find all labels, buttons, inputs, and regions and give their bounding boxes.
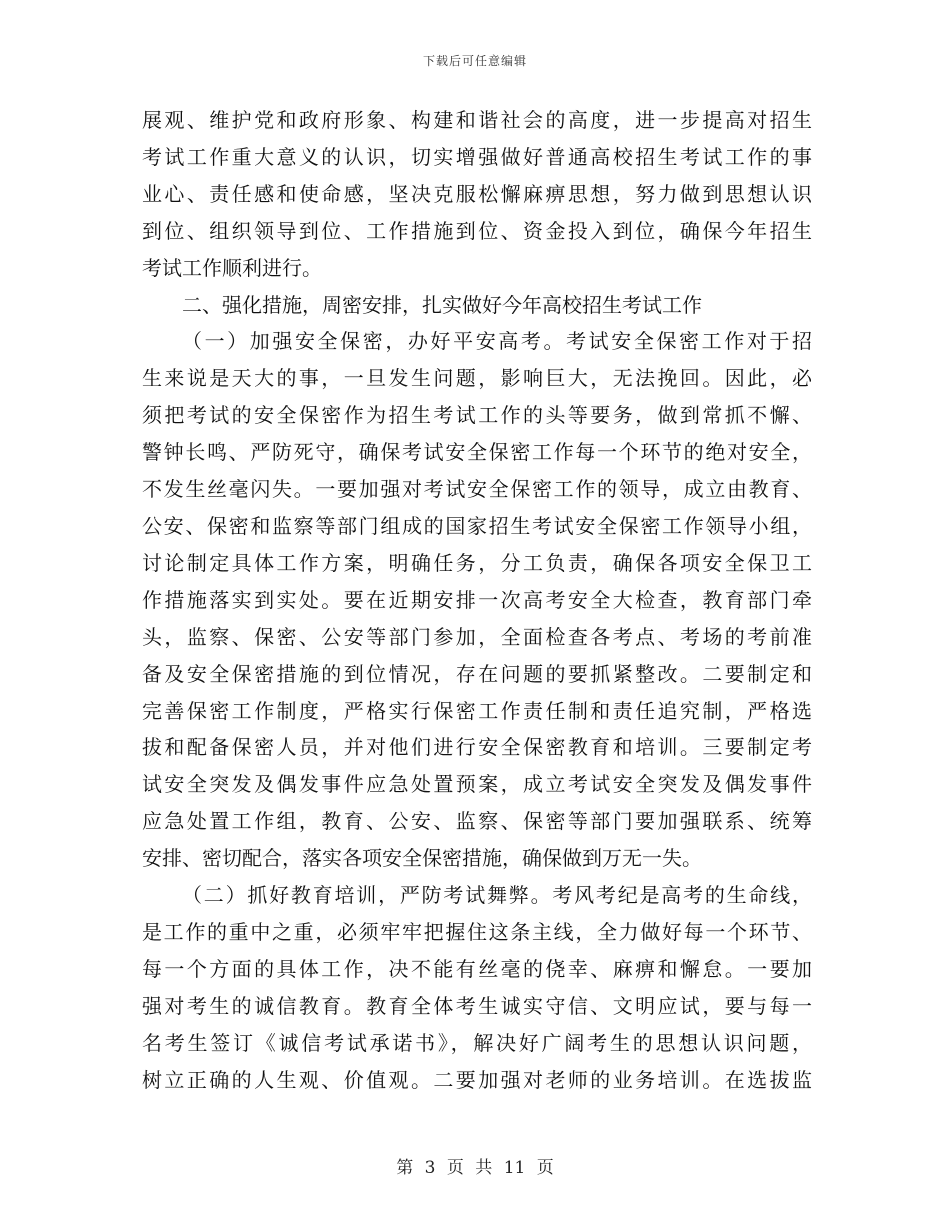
text-line: 警钟长鸣、严防死守，确保考试安全保密工作每一个环节的绝对安全， (142, 440, 812, 465)
text-line: 不发生丝毫闪失。一要加强对考试安全保密工作的领导，成立由教育、 (142, 477, 812, 502)
text-line: 须把考试的安全保密作为招生考试工作的头等要务，做到常抓不懈、 (142, 403, 812, 428)
text-line: 树立正确的人生观、价值观。二要加强对老师的业务培训。在选拔监 (142, 1067, 812, 1092)
section-heading (142, 287, 812, 324)
text-line: 考试工作顺利进行。 (142, 255, 322, 280)
text-line: 每一个方面的具体工作，决不能有丝毫的侥幸、麻痹和懈怠。一要加 (142, 956, 812, 981)
text-line: 应急处置工作组，教育、公安、监察、保密等部门要加强联系、统筹 (142, 809, 812, 834)
heading-line: 二、强化措施，周密安排，扎实做好今年高校招生考试工作 (182, 292, 702, 317)
text-line: 作措施落实到实处。要在近期安排一次高考安全大检查，教育部门牵 (142, 587, 812, 612)
text-line: 强对考生的诚信教育。教育全体考生诚实守信、文明应试，要与每一 (142, 993, 812, 1018)
text-line: 讨论制定具体工作方案，明确任务，分工负责，确保各项安全保卫工 (142, 550, 812, 575)
text-line: 是工作的重中之重，必须牢牢把握住这条主线，全力做好每一个环节、 (142, 919, 812, 944)
text-line: 备及安全保密措施的到位情况，存在问题的要抓紧整改。二要制定和 (142, 661, 812, 686)
paragraph-1 (142, 102, 812, 287)
text-line: （一）加强安全保密，办好平安高考。考试安全保密工作对于招 (182, 329, 812, 354)
paragraph-3 (142, 877, 812, 1098)
text-line: 生来说是天大的事，一旦发生问题，影响巨大，无法挽回。因此，必 (142, 366, 812, 391)
text-line: 展观、维护党和政府形象、构建和谐社会的高度，进一步提高对招生 (142, 108, 812, 132)
text-line: 安排、密切配合，落实各项安全保密措施，确保做到万无一失。 (142, 846, 702, 871)
paragraph-2 (142, 323, 812, 877)
document-body (142, 102, 812, 1098)
page-header: 下载后可任意编辑 (422, 54, 527, 68)
text-line: 业心、责任感和使命感，坚决克服松懈麻痹思想，努力做到思想认识 (142, 181, 812, 206)
text-line: 拔和配备保密人员，并对他们进行安全保密教育和培训。三要制定考 (142, 735, 812, 760)
page-number-footer: 第 3 页 共 11 页 (396, 1158, 554, 1178)
text-line: 名考生签订《诚信考试承诺书》，解决好广阔考生的思想认识问题， (142, 1030, 812, 1055)
text-line: 头，监察、保密、公安等部门参加，全面检查各考点、考场的考前准 (142, 624, 812, 649)
text-line: 完善保密工作制度，严格实行保密工作责任制和责任追究制，严格选 (142, 698, 812, 723)
text-line: 公安、保密和监察等部门组成的国家招生考试安全保密工作领导小组， (142, 513, 812, 538)
text-line: （二）抓好教育培训，严防考试舞弊。考风考纪是高考的生命线， (182, 883, 812, 908)
text-line: 到位、组织领导到位、工作措施到位、资金投入到位，确保今年招生 (142, 218, 812, 243)
text-line: 试安全突发及偶发事件应急处置预案，成立考试安全突发及偶发事件 (142, 772, 812, 797)
text-line: 考试工作重大意义的认识，切实增强做好普通高校招生考试工作的事 (142, 144, 812, 169)
